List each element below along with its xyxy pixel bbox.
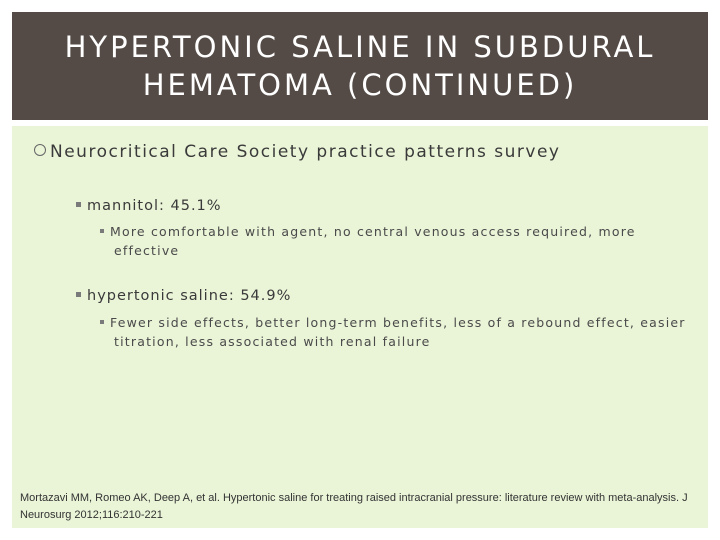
detail-mannitol (100, 222, 694, 260)
sub-bullet-mannitol-text: mannitol: 45.1% (87, 198, 222, 214)
main-bullet-text: Neurocritical Care Society practice patterns survey (50, 142, 561, 162)
slide-content (12, 126, 708, 528)
main-bullet (34, 142, 561, 162)
square-bullet-icon (100, 320, 104, 324)
circle-bullet-icon (34, 144, 46, 156)
sub-bullet-hypertonic-saline-text: hypertonic saline: 54.9% (87, 288, 292, 304)
sub-bullet-mannitol (76, 198, 222, 214)
sub-bullet-hypertonic-saline (76, 288, 291, 304)
slide-title-bar (12, 12, 708, 120)
square-bullet-icon (100, 229, 104, 233)
detail-hypertonic-saline-text: Fewer side effects, better long-term benefits, less of a rebound effect, easier titration, less associated with renal failure (110, 315, 686, 349)
square-bullet-icon (76, 292, 81, 297)
slide-title-line-2: HEMATOMA (CONTINUED) (142, 68, 578, 102)
slide-title-line-1: HYPERTONIC SALINE IN SUBDURAL (64, 30, 656, 64)
detail-mannitol-text: More comfortable with agent, no central venous access required, more effective (110, 224, 636, 258)
citation: Mortazavi MM, Romeo AK, Deep A, et al. Hypertonic saline for treating raised intracranial pressure: literature review with meta-analysis. J Neurosurg 2012;116:210-221 (20, 492, 688, 521)
square-bullet-icon (76, 202, 81, 207)
detail-hypertonic-saline (100, 313, 694, 351)
